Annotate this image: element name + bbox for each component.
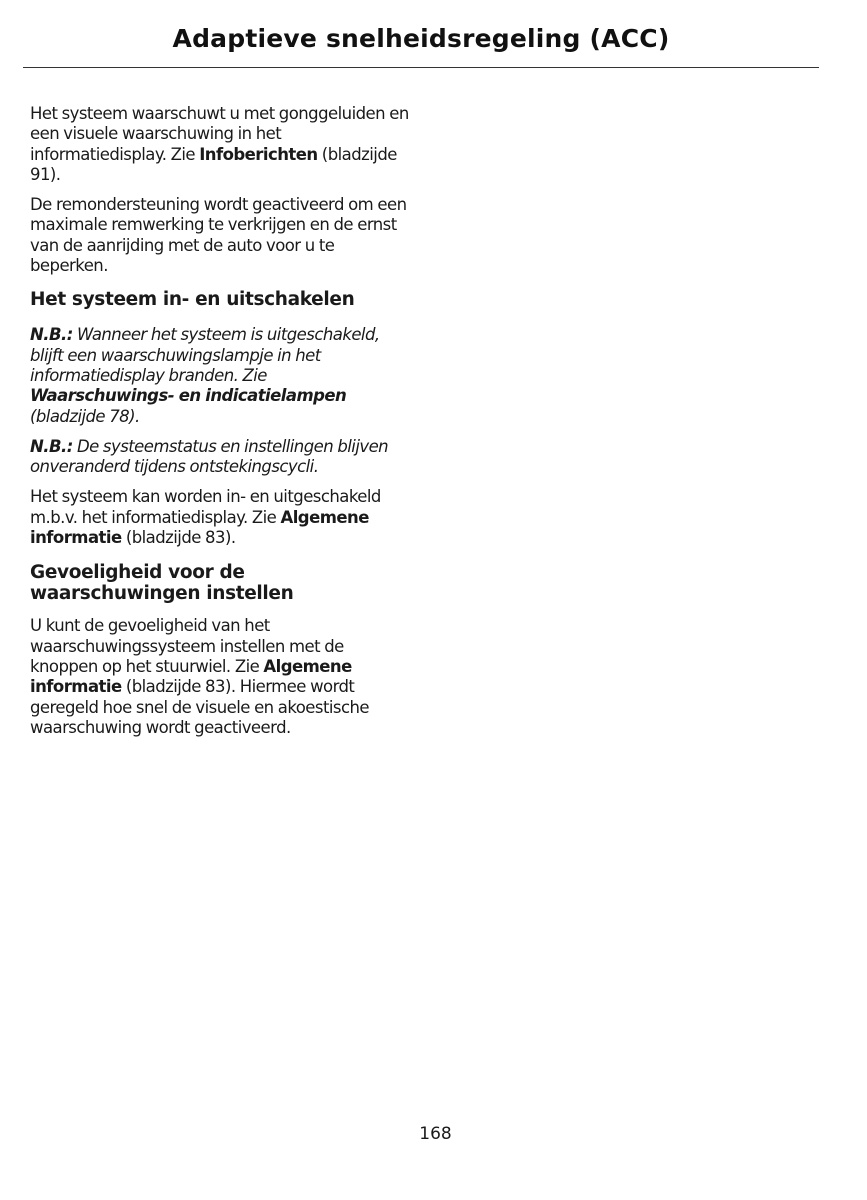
cross-reference-link[interactable]: Algemene informatie	[30, 507, 369, 548]
note-system-off	[30, 325, 410, 426]
note-text: De systeemstatus en instellingen blijven onveranderd tijdens ontstekingscycli.	[30, 436, 389, 477]
cross-reference-link[interactable]: Algemene informatie	[30, 656, 352, 697]
note-label: N.B.:	[30, 325, 73, 345]
paragraph-text: Het systeem waarschuwt u met gonggeluiden en een visuele waarschuwing in het informatiedisplay. Zie	[30, 104, 409, 164]
paragraph-text: (bladzijde 83). Hiermee wordt geregeld hoe snel de visuele en akoestische waarschuwing wordt geactiveerd.	[30, 677, 369, 737]
page-header	[23, 22, 819, 68]
paragraph-text: U kunt de gevoeligheid van het waarschuwingssysteem instellen met de knoppen op het stuurwiel. Zie	[30, 616, 344, 676]
paragraph-warning	[30, 104, 410, 185]
paragraph-brake-assist: De remondersteuning wordt geactiveerd om een maximale remwerking te verkrijgen en de ernst van de aanrijding met de auto voor u te beperken.	[30, 195, 407, 276]
page-title: Adaptieve snelheidsregeling (ACC)	[172, 24, 670, 53]
cross-reference-link[interactable]: Waarschuwings- en indicatielampen	[30, 386, 347, 406]
section-heading-sensitivity: Gevoeligheid voor de waarschuwingen instellen	[30, 562, 294, 605]
paragraph-toggle-display	[30, 487, 410, 548]
section-heading-toggle: Het systeem in- en uitschakelen	[30, 289, 355, 311]
page-number: 168	[419, 1124, 452, 1144]
page-reference: (bladzijde 78).	[30, 406, 140, 426]
paragraph-text: Het systeem kan worden in- en uitgeschakeld m.b.v. het informatiedisplay. Zie	[30, 487, 381, 527]
page-reference: (bladzijde 91).	[30, 144, 397, 184]
note-text: Wanneer het systeem is uitgeschakeld, blijft een waarschuwingslampje in het informatiedisplay branden. Zie	[30, 325, 380, 385]
cross-reference-link[interactable]: Infoberichten	[199, 144, 318, 164]
paragraph-sensitivity	[30, 616, 410, 738]
note-system-status	[30, 437, 410, 478]
page-reference: (bladzijde 83).	[121, 528, 236, 548]
content-column	[30, 104, 410, 748]
note-label: N.B.:	[30, 436, 73, 456]
